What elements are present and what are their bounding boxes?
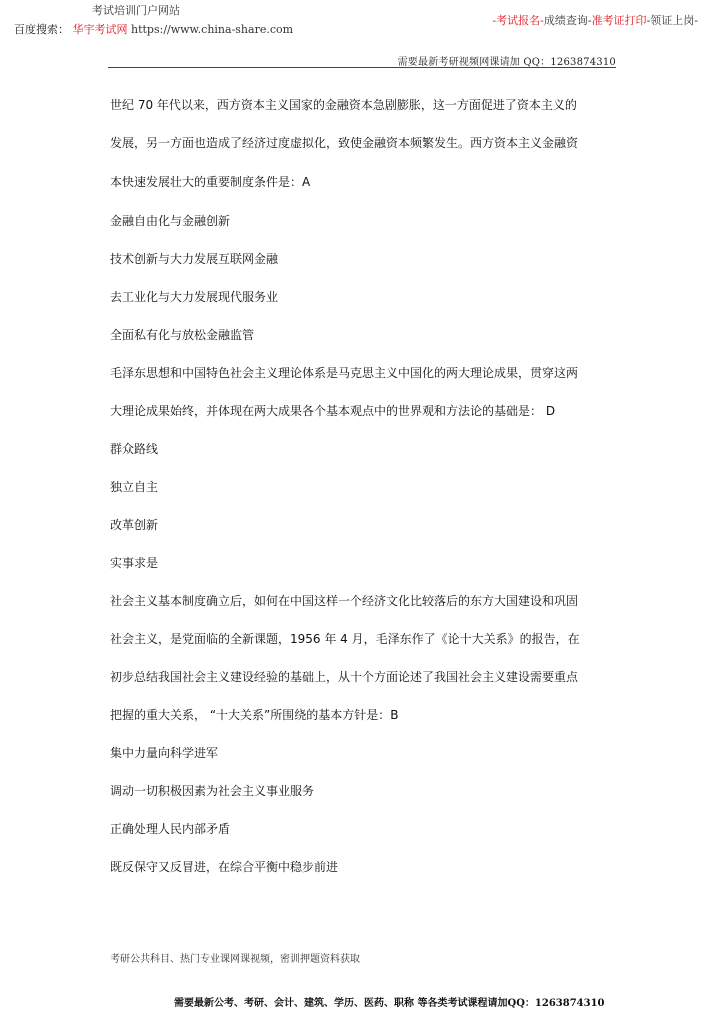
body-line: 全面私有化与放松金融监管 bbox=[110, 328, 255, 342]
footer-note: 考研公共科目、热门专业课网课视频，密训押题资料获取 bbox=[110, 954, 360, 965]
body-line: 大理论成果始终，并体现在两大成果各个基本观点中的世界观和方法论的基础是： D bbox=[110, 404, 556, 418]
header-links bbox=[492, 12, 698, 28]
header-contact: 需要最新考研视频网课请加 QQ：1263874310 bbox=[397, 57, 616, 68]
body-line: 发展，另一方面也造成了经济过度虚拟化，致使金融资本频繁发生。西方资本主义金融资 bbox=[110, 136, 579, 150]
site-url-link[interactable]: https://www.china-share.com bbox=[131, 23, 294, 36]
footer-contact: 需要最新公考、考研、会计、建筑、学历、医药、职称 等各类考试课程请加QQ：1263874310 bbox=[174, 998, 605, 1009]
body-line: 既反保守又反冒进，在综合平衡中稳步前进 bbox=[110, 860, 339, 874]
body-line: 群众路线 bbox=[110, 442, 159, 456]
body-line: 调动一切积极因素为社会主义事业服务 bbox=[110, 784, 315, 798]
score-query-link[interactable]: 成绩查询- bbox=[543, 14, 592, 27]
body-line: 独立自主 bbox=[110, 480, 159, 494]
body-line: 实事求是 bbox=[110, 556, 159, 570]
body-line: 本快速发展壮大的重要制度条件是：A bbox=[110, 175, 311, 189]
brand-link[interactable]: 华宇考试网 bbox=[72, 23, 128, 36]
exam-registration-link[interactable]: -考试报名- bbox=[492, 14, 544, 27]
body-line: 正确处理人民内部矛盾 bbox=[110, 822, 231, 836]
site-name: 考试培训门户网站 bbox=[92, 4, 180, 17]
header-divider bbox=[108, 67, 616, 68]
body-line: 社会主义，是党面临的全新课题，1956 年 4 月，毛泽东作了《论十大关系》的报告，在 bbox=[110, 632, 580, 646]
body-line: 初步总结我国社会主义建设经验的基础上，从十个方面论述了我国社会主义建设需要重点 bbox=[110, 670, 579, 684]
body-line: 去工业化与大力发展现代服务业 bbox=[110, 290, 279, 304]
body-line: 改革创新 bbox=[110, 518, 159, 532]
search-label: 百度搜索： bbox=[14, 23, 69, 36]
body-line: 技术创新与大力发展互联网金融 bbox=[110, 252, 279, 266]
body-line: 金融自由化与金融创新 bbox=[110, 214, 231, 228]
body-line: 把握的重大关系， “十大关系”所围绕的基本方针是：B bbox=[110, 708, 399, 722]
admission-ticket-link[interactable]: 准考证打印 bbox=[591, 14, 647, 27]
body-line: 世纪 70 年代以来，西方资本主义国家的金融资本急剧膨胀，这一方面促进了资本主义的 bbox=[110, 98, 577, 112]
search-line bbox=[14, 21, 293, 37]
certificate-link[interactable]: -领证上岗- bbox=[646, 14, 698, 27]
body-line: 集中力量向科学进军 bbox=[110, 746, 219, 760]
body-line: 社会主义基本制度确立后，如何在中国这样一个经济文化比较落后的东方大国建设和巩固 bbox=[110, 594, 579, 608]
body-line: 毛泽东思想和中国特色社会主义理论体系是马克思主义中国化的两大理论成果，贯穿这两 bbox=[110, 366, 579, 380]
